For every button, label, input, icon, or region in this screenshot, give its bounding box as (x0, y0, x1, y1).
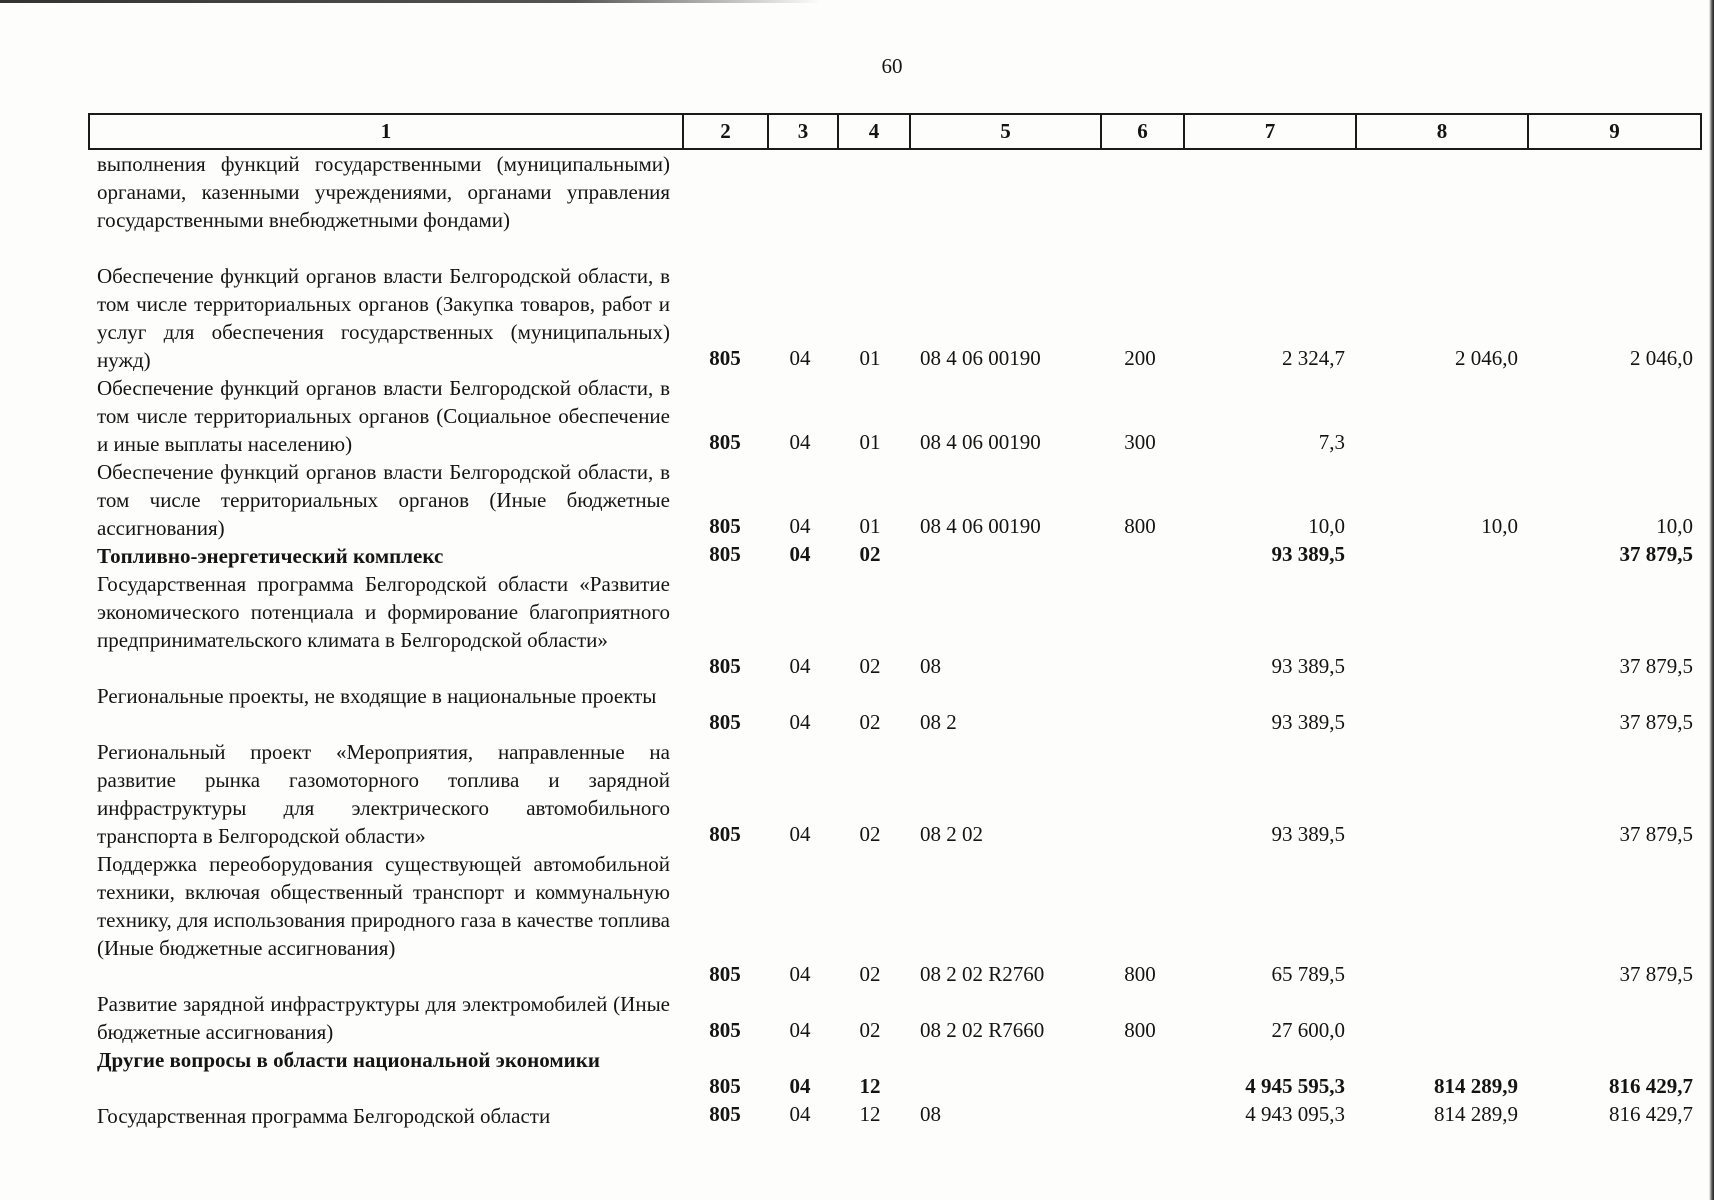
cell-amount-1: 93 389,5 (1271, 822, 1345, 846)
table-row (0, 850, 1714, 990)
row-description: Поддержка переоборудования существующей автомобильной техники, включая общественный транспорт и коммунальную технику, для использования природного газа в качестве топлива (Иные бюджетные ассигнования) (97, 852, 670, 960)
cell-expense-type: 800 (1124, 514, 1156, 538)
cell-target-article: 08 2 (920, 710, 957, 734)
row-description: Другие вопросы в области национальной экономики (97, 1048, 600, 1072)
cell-target-article: 08 4 06 00190 (920, 346, 1041, 370)
cell-target-article: 08 2 02 R7660 (920, 1018, 1045, 1042)
header-col-4: 4 (838, 114, 910, 149)
cell-section: 04 (789, 514, 811, 538)
cell-subsection: 12 (859, 1074, 881, 1098)
cell-amount-1: 65 789,5 (1271, 962, 1345, 986)
table-row (0, 150, 1714, 262)
cell-amount-3: 816 429,7 (1609, 1102, 1693, 1126)
cell-code-gr: 805 (709, 514, 741, 538)
cell-subsection: 02 (859, 1018, 881, 1042)
cell-amount-1: 7,3 (1318, 430, 1345, 454)
cell-subsection: 02 (859, 710, 881, 734)
cell-target-article: 08 (920, 654, 941, 678)
cell-expense-type: 800 (1124, 1018, 1156, 1042)
cell-amount-2: 10,0 (1481, 514, 1518, 538)
header-col-1: 1 (89, 114, 683, 149)
header-col-6: 6 (1101, 114, 1184, 149)
header-col-2: 2 (683, 114, 768, 149)
table-header (88, 113, 1702, 150)
cell-amount-1: 93 389,5 (1271, 654, 1345, 678)
cell-target-article: 08 4 06 00190 (920, 514, 1041, 538)
cell-expense-type: 800 (1124, 962, 1156, 986)
cell-amount-3: 816 429,7 (1609, 1074, 1693, 1098)
cell-expense-type: 200 (1124, 346, 1156, 370)
cell-code-gr: 805 (709, 962, 741, 986)
cell-code-gr: 805 (709, 430, 741, 454)
cell-subsection: 01 (859, 346, 881, 370)
row-description: Государственная программа Белгородской области (97, 1104, 551, 1128)
cell-amount-1: 93 389,5 (1271, 710, 1345, 734)
cell-subsection: 01 (859, 514, 881, 538)
cell-amount-3: 10,0 (1656, 514, 1693, 538)
table-row-section-heading (0, 542, 1714, 570)
row-description: Государственная программа Белгородской области «Развитие экономического потенциала и формирование благоприятного предпринимательского климата в Белгородской области» (97, 572, 670, 652)
cell-amount-1: 4 945 595,3 (1245, 1074, 1345, 1098)
scan-top-line (0, 0, 820, 3)
cell-amount-3: 37 879,5 (1619, 542, 1693, 566)
cell-amount-2: 2 046,0 (1455, 346, 1518, 370)
cell-amount-3: 2 046,0 (1630, 346, 1693, 370)
cell-amount-1: 93 389,5 (1271, 542, 1345, 566)
cell-section: 04 (789, 346, 811, 370)
cell-amount-3: 37 879,5 (1619, 962, 1693, 986)
cell-target-article: 08 2 02 (920, 822, 983, 846)
cell-code-gr: 805 (709, 542, 741, 566)
cell-section: 04 (789, 1018, 811, 1042)
cell-code-gr: 805 (709, 710, 741, 734)
cell-section: 04 (789, 542, 811, 566)
cell-section: 04 (789, 430, 811, 454)
header-col-3: 3 (768, 114, 838, 149)
row-description: Региональные проекты, не входящие в национальные проекты (97, 684, 657, 708)
cell-subsection: 02 (859, 542, 881, 566)
cell-amount-1: 27 600,0 (1271, 1018, 1345, 1042)
table-row (0, 682, 1714, 738)
cell-section: 04 (789, 710, 811, 734)
page-number: 60 (881, 54, 903, 78)
row-description: Топливно-энергетический комплекс (97, 544, 444, 568)
table-row-section-heading (0, 1046, 1714, 1102)
cell-section: 04 (789, 654, 811, 678)
row-description: выполнения функций государственными (муниципальными) органами, казенными учреждениями, органами управления государственными внебюджетными фондами) (97, 152, 670, 232)
cell-code-gr: 805 (709, 822, 741, 846)
cell-amount-1: 2 324,7 (1282, 346, 1345, 370)
cell-subsection: 01 (859, 430, 881, 454)
cell-code-gr: 805 (709, 654, 741, 678)
row-description: Развитие зарядной инфраструктуры для электромобилей (Иные бюджетные ассигнования) (97, 992, 670, 1044)
cell-amount-1: 4 943 095,3 (1245, 1102, 1345, 1126)
table-row (0, 374, 1714, 458)
table-row (0, 570, 1714, 682)
cell-expense-type: 300 (1124, 430, 1156, 454)
header-col-5: 5 (910, 114, 1101, 149)
row-description: Обеспечение функций органов власти Белгородской области, в том числе территориальных органов (Закупка товаров, работ и услуг для обеспечения государственных (муниципальных) нужд) (97, 264, 670, 372)
row-description: Региональный проект «Мероприятия, направленные на развитие рынка газомоторного топлива и зарядной инфраструктуры для электрического автомобильного транспорта в Белгородской области» (97, 740, 670, 848)
cell-subsection: 02 (859, 962, 881, 986)
cell-subsection: 02 (859, 654, 881, 678)
cell-amount-3: 37 879,5 (1619, 822, 1693, 846)
table-row (0, 990, 1714, 1046)
cell-subsection: 12 (859, 1102, 881, 1126)
cell-amount-3: 37 879,5 (1619, 710, 1693, 734)
row-description: Обеспечение функций органов власти Белгородской области, в том числе территориальных органов (Иные бюджетные ассигнования) (97, 460, 670, 540)
cell-subsection: 02 (859, 822, 881, 846)
cell-code-gr: 805 (709, 1102, 741, 1126)
cell-section: 04 (789, 1074, 811, 1098)
cell-section: 04 (789, 1102, 811, 1126)
cell-target-article: 08 (920, 1102, 941, 1126)
table-row (0, 458, 1714, 542)
cell-code-gr: 805 (709, 346, 741, 370)
cell-section: 04 (789, 822, 811, 846)
cell-amount-2: 814 289,9 (1434, 1102, 1518, 1126)
cell-target-article: 08 4 06 00190 (920, 430, 1041, 454)
table-body (0, 150, 1714, 1130)
table-row (0, 1102, 1714, 1130)
row-description: Обеспечение функций органов власти Белгородской области, в том числе территориальных органов (Социальное обеспечение и иные выплаты населению) (97, 376, 670, 456)
header-col-7: 7 (1184, 114, 1356, 149)
cell-code-gr: 805 (709, 1018, 741, 1042)
cell-amount-2: 814 289,9 (1434, 1074, 1518, 1098)
cell-target-article: 08 2 02 R2760 (920, 962, 1045, 986)
cell-amount-1: 10,0 (1308, 514, 1345, 538)
table-row (0, 262, 1714, 374)
cell-code-gr: 805 (709, 1074, 741, 1098)
table-row (0, 738, 1714, 850)
cell-amount-3: 37 879,5 (1619, 654, 1693, 678)
header-col-8: 8 (1356, 114, 1528, 149)
cell-section: 04 (789, 962, 811, 986)
header-col-9: 9 (1528, 114, 1701, 149)
